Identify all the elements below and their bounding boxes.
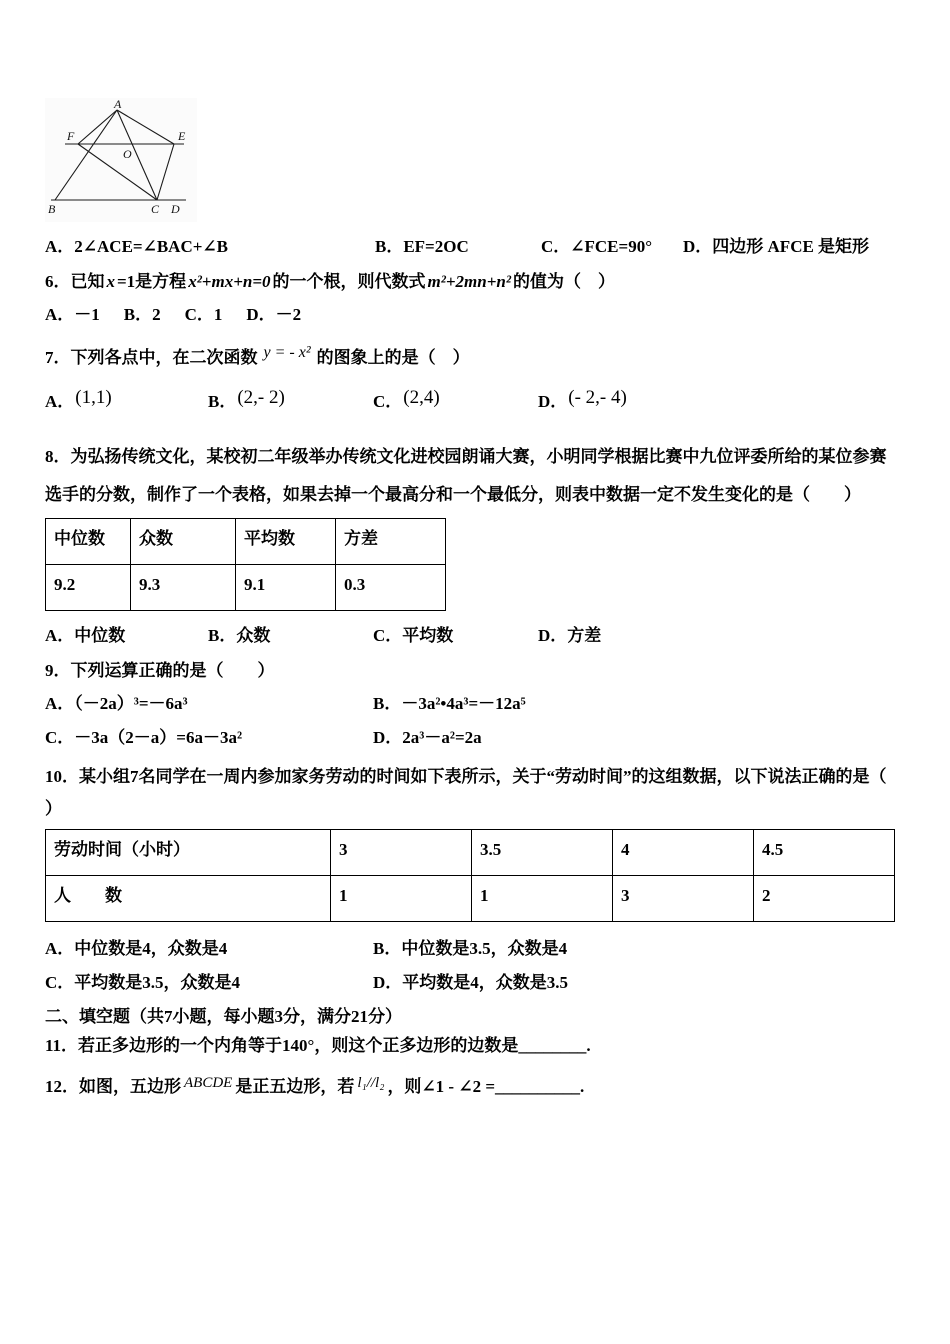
q9-option-b: B．－3a²•4a³=－12a⁵ [373,694,526,713]
figure-label-o: O [123,147,132,161]
q10-options-row-1 [45,938,895,959]
q8-option-a: A．中位数 [45,626,126,645]
q7-option-b-value: (2,- 2) [237,387,285,408]
q10-option-c: C．平均数是3.5，众数是4 [45,973,241,992]
figure-label-e: E [178,129,186,143]
q6-option-c: C．1 [184,305,223,324]
q6-option-d: D．－2 [246,305,302,324]
q6-stem-math-2: x²+mx+n=0 [188,272,271,291]
q8-table-value-variance: 0.3 [336,565,446,611]
q8-option-c: C．平均数 [373,626,454,645]
q5-options-row [45,236,895,257]
q6-stem [45,271,895,292]
q10-option-d: D．平均数是4，众数是3.5 [373,973,569,992]
figure-line-ea [117,110,174,144]
q12-stem-text-2: 是正五边形，若 [235,1077,355,1096]
q10-table [45,829,895,922]
q6-stem-math-1: x [106,272,115,291]
q8-table [45,518,446,611]
q7-option-a-value: (1,1) [75,387,112,408]
q6-option-a: A．－1 [45,305,100,324]
q9-option-c: C．－3a（2－a）=6a－3a² [45,728,243,747]
q7-option-c-value: (2,4) [403,387,440,408]
q10-table-count-4: 2 [754,876,895,922]
q7-stem [45,344,895,369]
figure-line-ce [157,144,174,200]
q8-option-d: D．方差 [538,626,602,645]
figure-label-b: B [48,202,56,216]
q8-options-row [45,625,895,646]
geometry-figure-svg [45,98,197,222]
q10-option-b: B．中位数是3.5，众数是4 [373,939,568,958]
q10-table-time-4: 4.5 [754,830,895,876]
q12-stem [45,1076,895,1099]
q7-option-d [538,387,627,412]
q8-table-header-row [46,519,446,565]
q12-stem-math-abcde: ABCDE [184,1075,233,1091]
q5-option-d: D．四边形 AFCE 是矩形 [683,237,870,256]
q10-table-count-3: 3 [613,876,754,922]
q12-stem-text-3: ，则 [387,1077,422,1096]
q8-table-header-mean: 平均数 [236,519,336,565]
q8-stem: 8．为弘扬传统文化，某校初二年级举办传统文化进校园朗诵大赛，小明同学根据比赛中九位评委所给的某位参赛选手的分数，制作了一个表格，如果去掉一个最高分和一个最低分，则表中数据一定不发生变化的是（ ） [45,447,887,504]
q6-stem-text-1: 6．已知 [45,272,105,291]
q7-option-c-label: C． [373,392,403,411]
q7-option-b [208,387,373,412]
q6-stem-text-3: 的一个根，则代数式 [272,272,426,291]
q6-stem-text-2: =1是方程 [117,272,187,291]
q6-stem-math-3: m²+2mn+n² [427,272,511,291]
q10-stem-line-2: ） [45,799,62,818]
q9-option-d: D．2a³－a²=2a [373,728,482,747]
q8-table-value-median: 9.2 [46,565,131,611]
q12-stem-math-angles: ∠1 - ∠2 = [421,1077,496,1096]
q8-option-b: B．众数 [208,626,271,645]
q11-stem: 11．若正多边形的一个内角等于140°，则这个正多边形的边数是________. [45,1036,591,1055]
q8-table-header-median: 中位数 [46,519,131,565]
q9-options-row-1 [45,693,895,714]
q6-options-row [45,304,895,325]
q9-options-row-2 [45,727,895,748]
figure-label-f: F [67,129,75,143]
q8-table-header-variance: 方差 [336,519,446,565]
q6-stem-text-4: 的值为（ ） [512,272,615,291]
q7-option-d-label: D． [538,392,568,411]
q10-table-time-3: 4 [613,830,754,876]
q12-stem-blank: __________. [495,1077,585,1096]
q7-option-d-value: (- 2,- 4) [568,387,627,408]
q6-option-b: B．2 [123,305,161,324]
q7-formula: y = - x² [263,344,311,361]
q8-table-value-mode: 9.3 [131,565,236,611]
q7-stem-text-after: 的图象上的是（ ） [316,348,470,367]
q7-option-b-label: B． [208,392,237,411]
q7-option-a-label: A． [45,392,75,411]
section2-title: 二、填空题（共7小题，每小题3分，满分21分） [45,1007,402,1026]
figure-label-d: D [171,202,180,216]
q10-table-time-2: 3.5 [472,830,613,876]
q10-table-time-1: 3 [331,830,472,876]
q10-table-count-1: 1 [331,876,472,922]
q7-options-row [45,387,895,412]
q12-stem-text-1: 12．如图，五边形 [45,1077,181,1096]
q8-table-header-mode: 众数 [131,519,236,565]
q9-option-a: A．（－2a）³=－6a³ [45,694,188,713]
figure-line-ab [55,110,117,200]
q9-stem: 9．下列运算正确的是（ ） [45,661,275,680]
q7-stem-text-before: 7．下列各点中，在二次函数 [45,348,258,367]
figure-label-c: C [151,202,160,216]
q10-table-count-2: 1 [472,876,613,922]
geometry-figure [45,98,197,222]
q12-stem-math-lines: l₁//l₂ [357,1075,385,1091]
q10-options-row-2 [45,972,895,993]
q10-option-a: A．中位数是4，众数是4 [45,939,228,958]
q10-table-count-row [46,876,895,922]
q8-table-value-row [46,565,446,611]
q10-table-count-label: 人 数 [46,876,331,922]
q7-option-c [373,387,538,412]
figure-label-a: A [114,98,122,111]
q10-table-time-label: 劳动时间（小时） [46,830,331,876]
q5-option-b: B．EF=2OC [375,237,469,256]
q8-table-value-mean: 9.1 [236,565,336,611]
q5-option-a: A．2∠ACE=∠BAC+∠B [45,237,229,256]
q10-table-time-row [46,830,895,876]
q5-option-c: C．∠FCE=90° [541,237,653,256]
q10-stem-line-1: 10．某小组7名同学在一周内参加家务劳动的时间如下表所示，关于“劳动时间”的这组数据，以下说法正确的是（ [45,767,887,786]
q7-option-a [45,387,208,412]
